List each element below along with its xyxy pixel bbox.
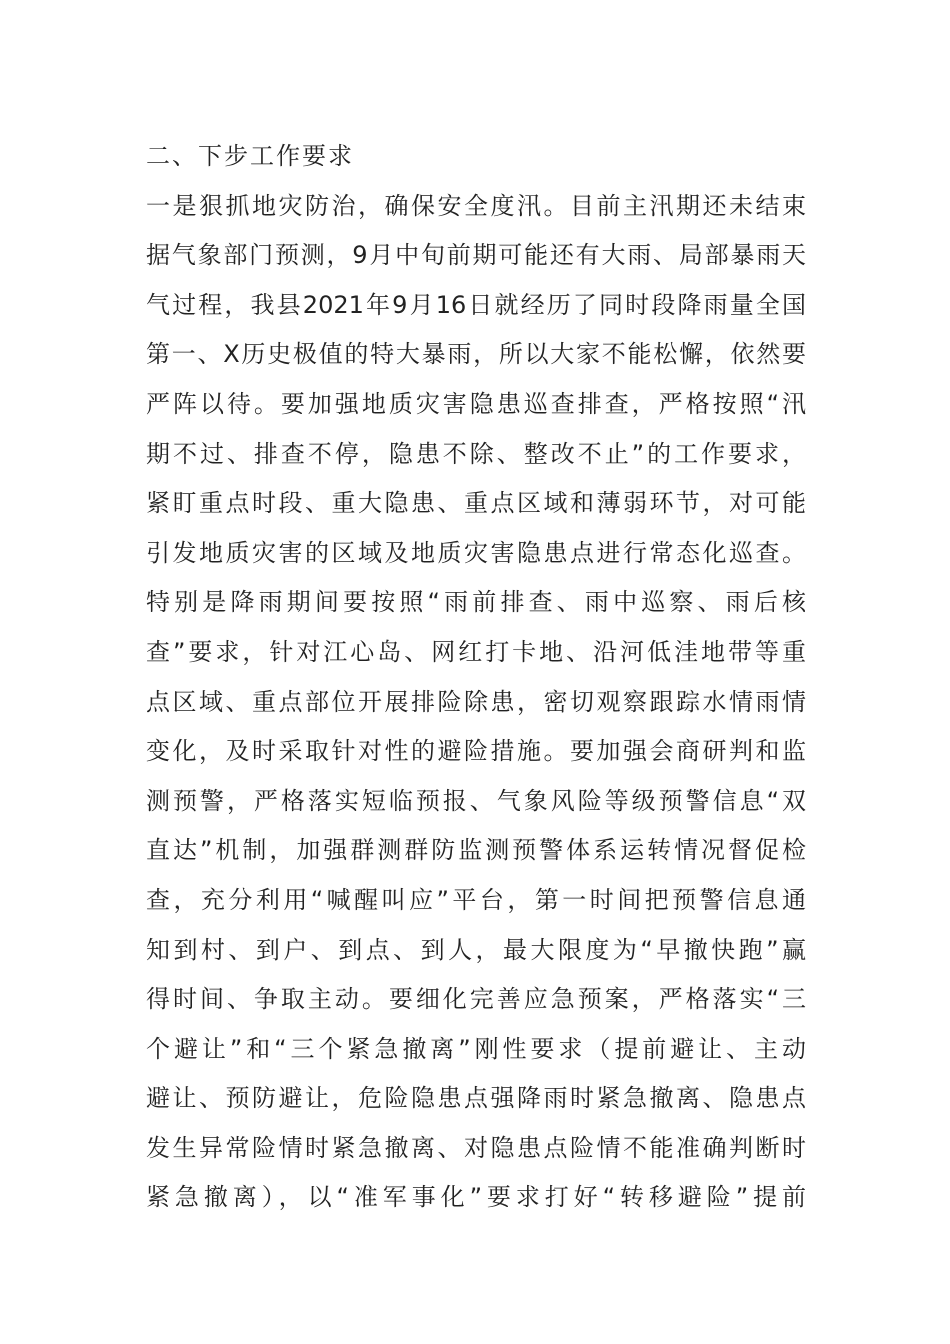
section-heading: 二、下步工作要求: [146, 142, 354, 170]
paragraph-line: 严阵以待。要加强地质灾害隐患巡查排查，严格按照“汛: [146, 389, 806, 418]
paragraph-line: 变化，及时采取针对性的避险措施。要加强会商研判和监: [146, 737, 806, 766]
paragraph-line: 查，充分利用“喊醒叫应”平台，第一时间把预警信息通: [146, 885, 806, 914]
paragraph-line: 气过程，我县2021年9月16日就经历了同时段降雨量全国: [146, 290, 806, 319]
paragraph-line: 点区域、重点部位开展排险除患，密切观察跟踪水情雨情: [146, 687, 806, 716]
paragraph-line: 紧盯重点时段、重大隐患、重点区域和薄弱环节，对可能: [146, 489, 806, 518]
paragraph-line: 得时间、争取主动。要细化完善应急预案，严格落实“三: [146, 985, 806, 1014]
paragraph-line: 第一、X历史极值的特大暴雨，所以大家不能松懈，依然要: [146, 340, 806, 369]
paragraph-line: 知到村、到户、到点、到人，最大限度为“早撤快跑”赢: [146, 935, 806, 964]
paragraph-line: 查”要求，针对江心岛、网红打卡地、沿河低洼地带等重: [146, 637, 806, 666]
paragraph-line: 引发地质灾害的区域及地质灾害隐患点进行常态化巡查。: [146, 538, 806, 567]
paragraph-line: 直达”机制，加强群测群防监测预警体系运转情况督促检: [146, 836, 806, 865]
paragraph-line: 据气象部门预测，9月中旬前期可能还有大雨、局部暴雨天: [146, 241, 806, 270]
paragraph-line: 紧急撤离），以“准军事化”要求打好“转移避险”提前: [146, 1183, 806, 1212]
document-body: [146, 132, 806, 1223]
paragraph-line: 特别是降雨期间要按照“雨前排查、雨中巡察、雨后核: [146, 588, 806, 617]
paragraph-line: 发生异常险情时紧急撤离、对隐患点险情不能准确判断时: [146, 1133, 806, 1162]
paragraph-line: 测预警，严格落实短临预报、气象风险等级预警信息“双: [146, 786, 806, 815]
paragraph-line: 期不过、排查不停，隐患不除、整改不止”的工作要求，: [146, 439, 806, 468]
paragraph-line: 避让、预防避让，危险隐患点强降雨时紧急撤离、隐患点: [146, 1084, 806, 1113]
paragraph-line: 个避让”和“三个紧急撤离”刚性要求（提前避让、主动: [146, 1034, 806, 1063]
paragraph-line: 一是狠抓地灾防治，确保安全度汛。目前主汛期还未结束: [146, 191, 806, 220]
